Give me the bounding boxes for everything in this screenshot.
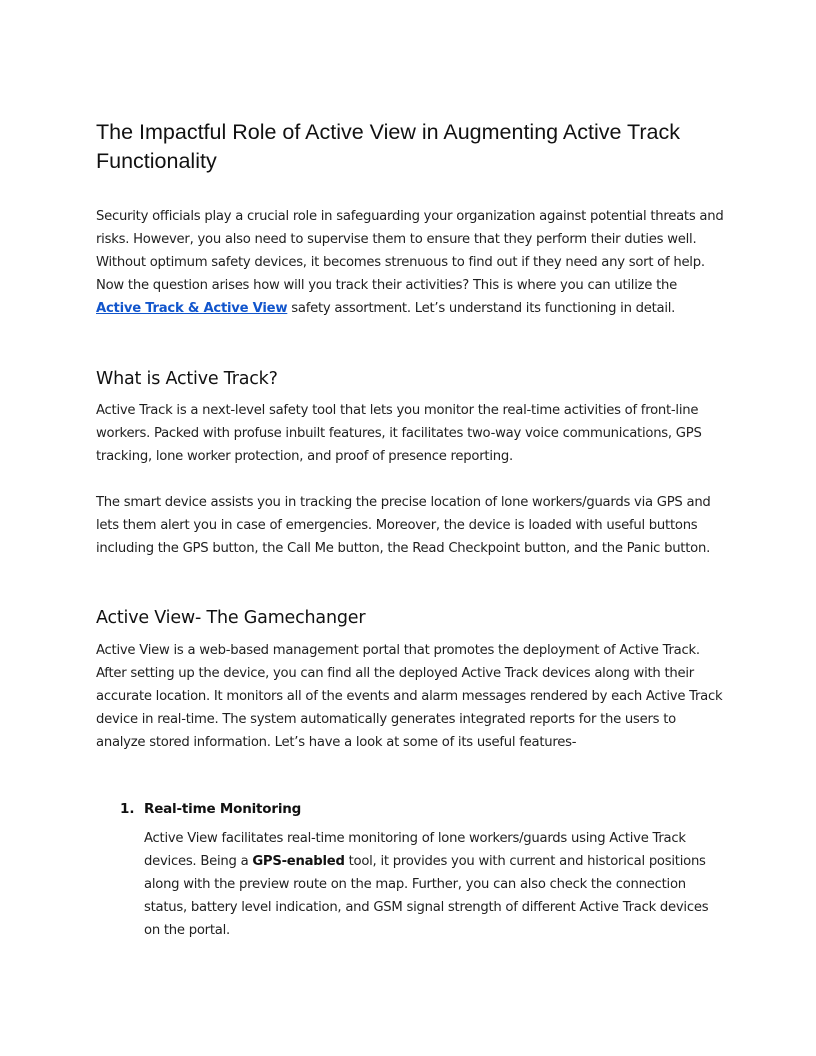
active-track-active-view-link[interactable]: Active Track & Active View	[96, 301, 288, 316]
feature-heading-real-time-monitoring: Real-time Monitoring	[144, 801, 302, 817]
feature-body-bold-gps-enabled: GPS-enabled	[252, 854, 345, 869]
section2-paragraph-1: Active View is a web-based management portal that promotes the deployment of Active Track. After setting up the device, you can find all the deployed Active Track devices along with their accurate location. It monitors all of the events and alarm messages rendered by each Active Track device in real-time. The system automatically generates integrated reports for the users to analyze stored information. Let’s have a look at some of its useful features-	[96, 643, 723, 750]
feature-body-text-after-bold: tool, it provides you with current and historical positions along with the preview route on the map. Further, you can also check the connection status, battery level indication, and GSM signal strength of different Active Track devices on the portal.	[144, 854, 709, 938]
intro-paragraph	[96, 205, 724, 320]
list-item-number: 1.	[120, 801, 135, 817]
feature-body-text-before-bold: Active View facilitates real-time monitoring of lone workers/guards using Active Track devices. Being a	[144, 831, 686, 869]
section-heading-what-is-active-track: What is Active Track?	[96, 369, 278, 389]
intro-text-before-link: Security officials play a crucial role in safeguarding your organization against potential threats and risks. However, you also need to supervise them to ensure that they perform their duties well. Without optimum safety devices, it becomes strenuous to find out if they need any sort of help. Now the question arises how will you track their activities? This is where you can utilize the	[96, 209, 724, 293]
intro-text-after-link: safety assortment. Let’s understand its functioning in detail.	[287, 301, 676, 316]
document-title: The Impactful Role of Active View in Augmenting Active Track Functionality	[96, 120, 680, 173]
section1-paragraph-2: The smart device assists you in tracking the precise location of lone workers/guards via GPS and lets them alert you in case of emergencies. Moreover, the device is loaded with useful buttons including the GPS button, the Call Me button, the Read Checkpoint button, and the Panic button.	[96, 495, 711, 556]
feature-body-real-time-monitoring	[144, 827, 724, 942]
section1-paragraph-1: Active Track is a next-level safety tool that lets you monitor the real-time activities of front-line workers. Packed with profuse inbuilt features, it facilitates two-way voice communications, GPS tracking, lone worker protection, and proof of presence reporting.	[96, 403, 702, 464]
section-heading-active-view: Active View- The Gamechanger	[96, 608, 366, 628]
